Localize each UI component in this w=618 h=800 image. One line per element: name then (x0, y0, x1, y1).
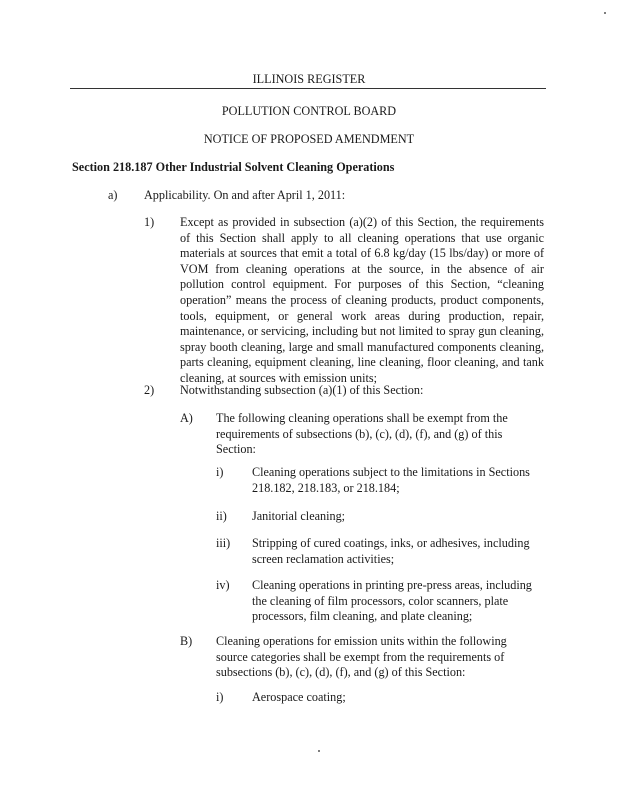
item-A-i-label: i) (216, 465, 224, 479)
item-2-label: 2) (144, 383, 155, 397)
subsection-a-label: a) (108, 188, 118, 202)
board-name: POLLUTION CONTROL BOARD (221, 104, 397, 118)
subsection-a-text: Applicability. On and after April 1, 2011: (144, 188, 346, 202)
item-2-text: Notwithstanding subsection (a)(1) of this Section: (180, 383, 424, 397)
item-A-ii-label: ii) (216, 509, 227, 523)
item-B-label: B) (180, 634, 193, 648)
item-B-i-text: Aerospace coating; (252, 690, 346, 704)
item-A-i-text: Cleaning operations subject to the limitations in Sections 218.182, 218.183, or 218.184; (252, 465, 530, 495)
item-A-iii-text: Stripping of cured coatings, inks, or adhesives, including screen reclamation activities; (252, 536, 530, 566)
item-1-text: Except as provided in subsection (a)(2) of this Section, the requirements of this Section shall apply to all cleaning operations that use organic materials at sources that emit a total of 6.8 kg/day (15 lbs/day) or more of VOM from cleaning operations at the source, in the absence of air pollution control equipment. For purposes of this Section, “cleaning operation” means the process of cleaning products, product components, tools, equipment, or general work areas during production, repair, maintenance, or servicing, including but not limited to spray gun cleaning, spray booth cleaning, large and small manufactured components cleaning, parts cleaning, equipment cleaning, line cleaning, floor cleaning, and tank cleaning, at sources with emission units; (180, 215, 544, 385)
notice-title: NOTICE OF PROPOSED AMENDMENT (203, 132, 415, 146)
item-B-text: Cleaning operations for emission units within the following source categories shall be exempt from the requirements of subsections (b), (c), (d), (f), and (g) of this Section: (216, 634, 507, 680)
register-title: ILLINOIS REGISTER (252, 72, 366, 86)
item-A-iii-label: iii) (216, 536, 231, 550)
register-header (0, 72, 618, 88)
item-A-iv-label: iv) (216, 578, 230, 592)
header-rule (70, 88, 546, 89)
item-A-label: A) (180, 411, 193, 425)
item-A-iv-text: Cleaning operations in printing pre-press areas, including the cleaning of film processors, color scanners, plate processors, film cleaning, and plate cleaning; (252, 578, 532, 624)
item-B-i-label: i) (216, 690, 224, 704)
section-title: Section 218.187 Other Industrial Solvent Cleaning Operations (72, 160, 395, 174)
item-1-label: 1) (144, 215, 155, 229)
item-A-ii-text: Janitorial cleaning; (252, 509, 346, 523)
scan-speck (604, 12, 606, 14)
scan-speck (318, 750, 320, 752)
item-A-text: The following cleaning operations shall be exempt from the requirements of subsections (b), (c), (d), (f), and (g) of this Section: (216, 411, 508, 457)
